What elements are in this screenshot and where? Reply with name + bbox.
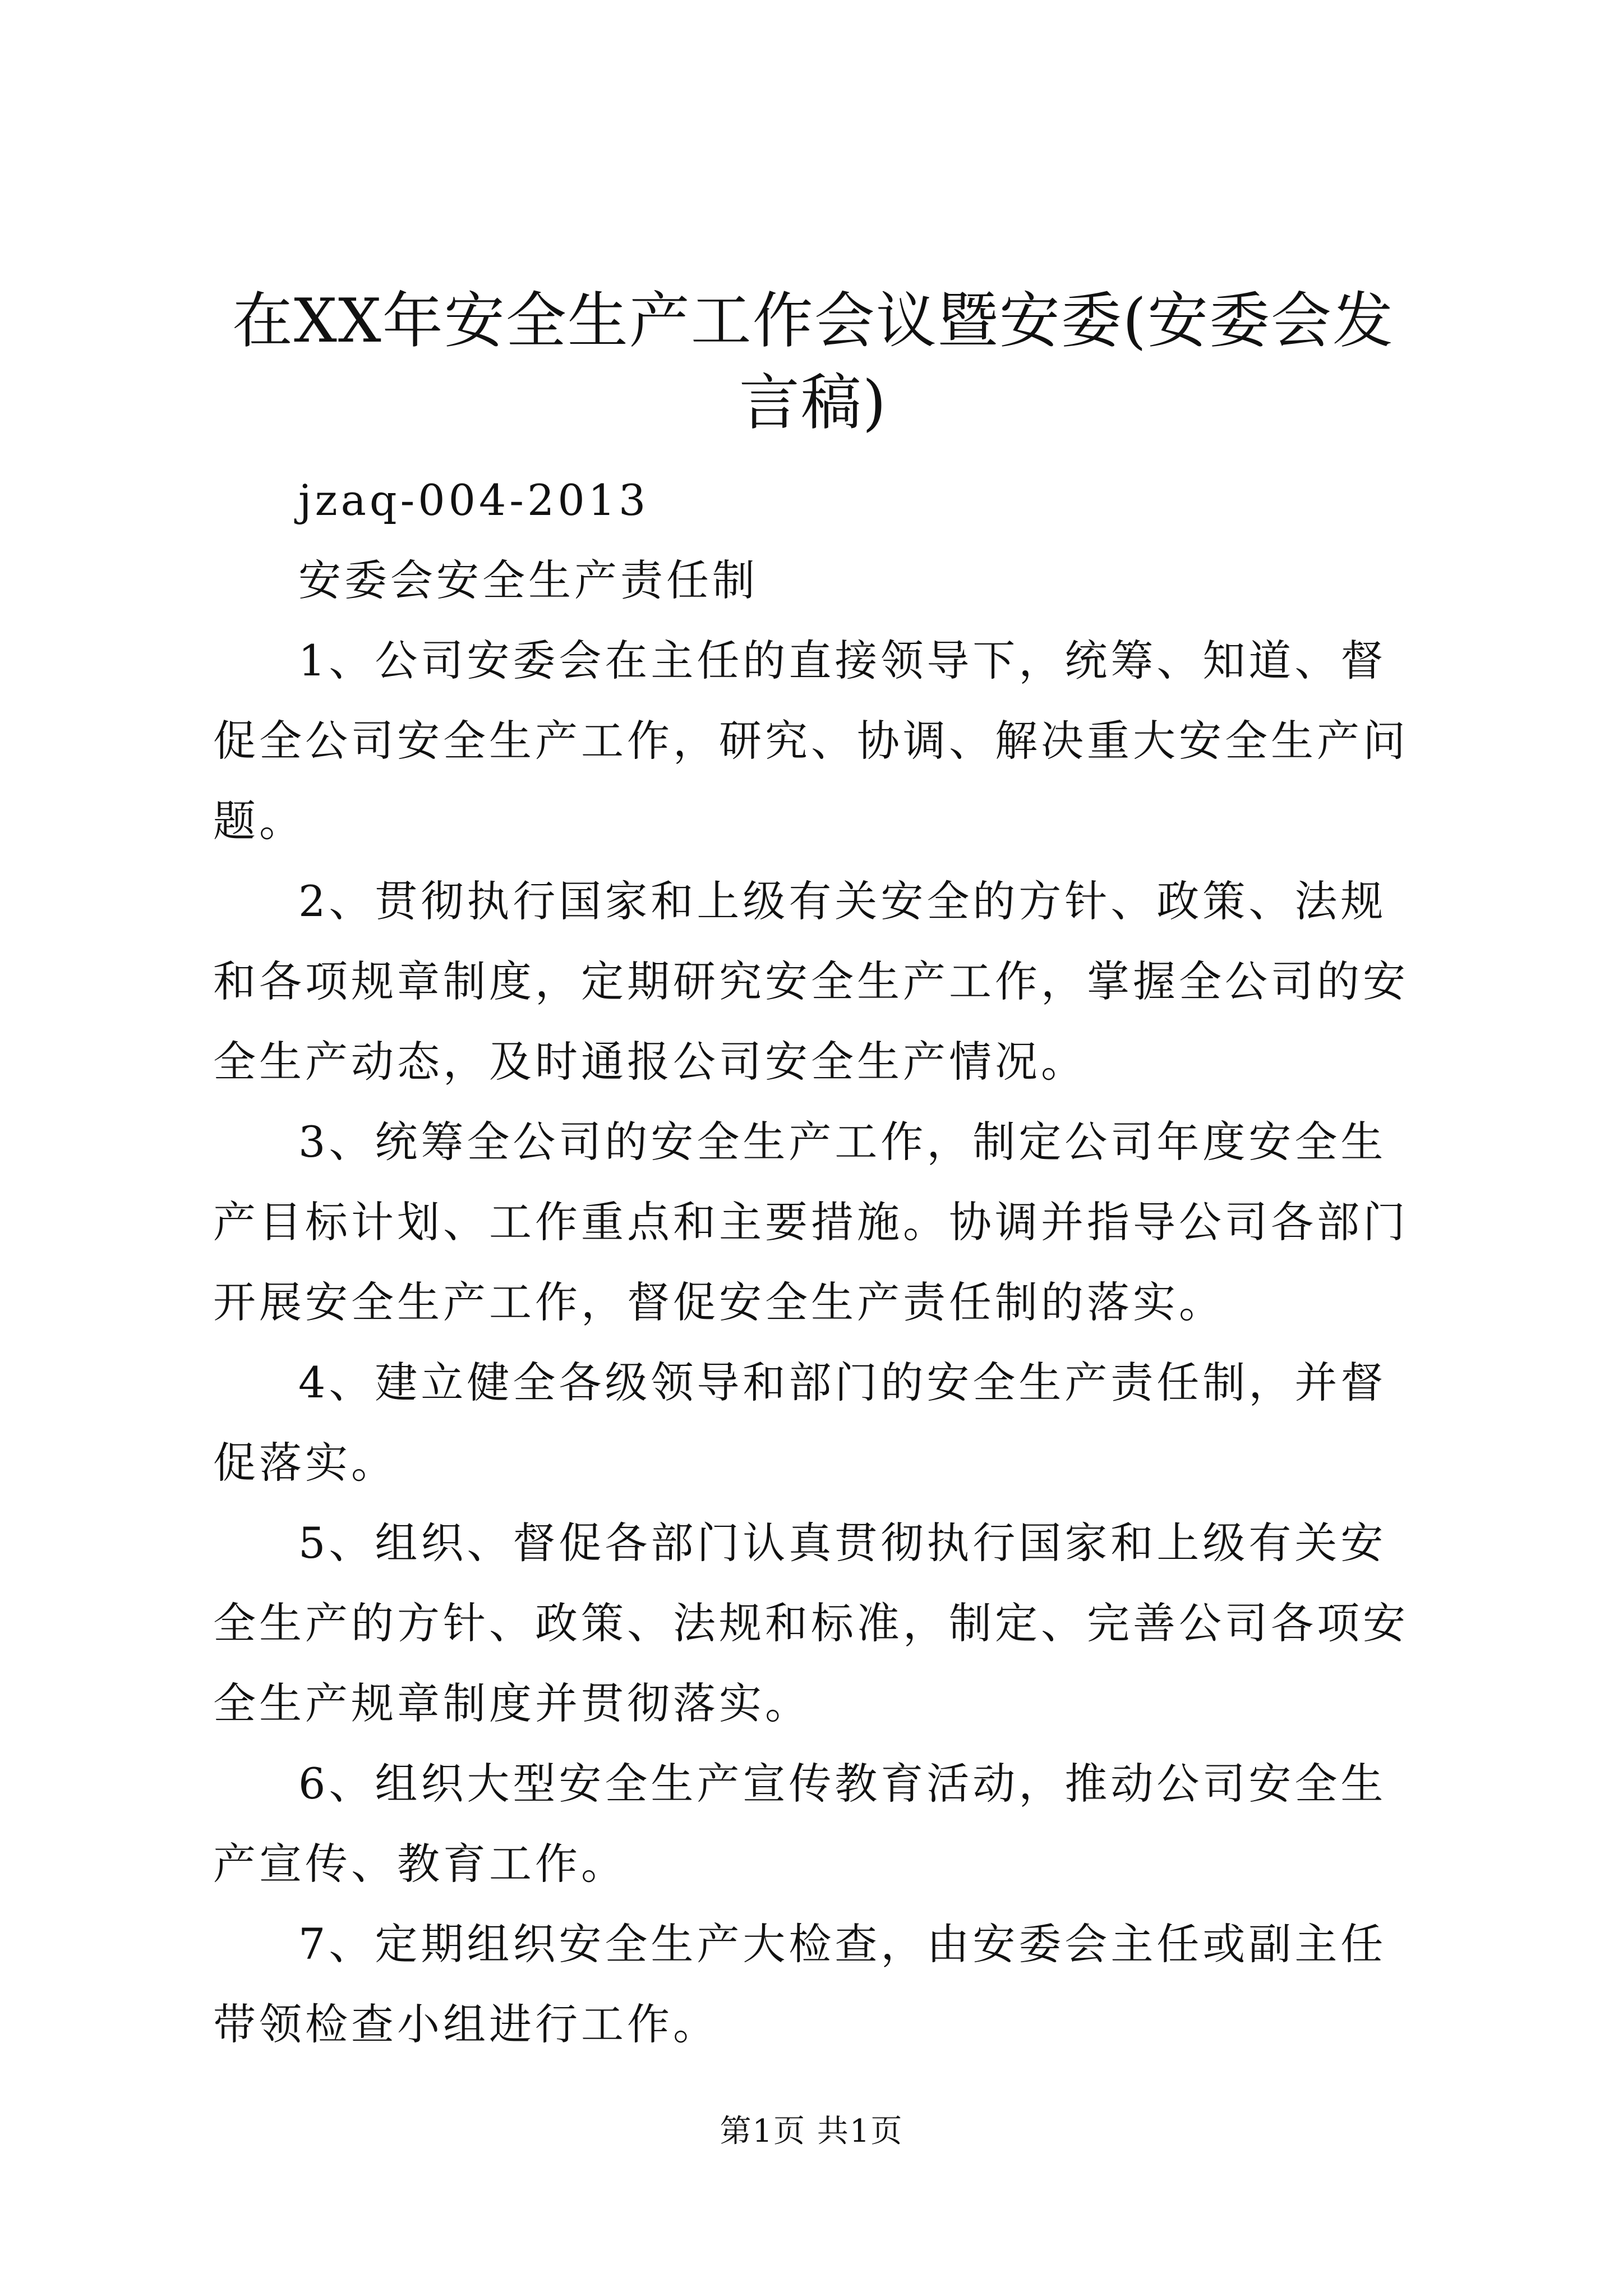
document-body [213, 460, 1424, 2064]
document-subtitle: 安委会安全生产责任制 [298, 555, 758, 605]
paragraph: 5、组织、督促各部门认真贯彻执行国家和上级有关安全生产的方针、政策、法规和标准，制定、完善公司各项安全生产规章制度并贯彻落实。 [213, 1518, 1409, 1728]
paragraph: 6、组织大型安全生产宣传教育活动，推动公司安全生产宣传、教育工作。 [213, 1759, 1387, 1889]
paragraph: 2、贯彻执行国家和上级有关安全的方针、政策、法规和各项规章制度，定期研究安全生产工作，掌握全公司的安全生产动态，及时通报公司安全生产情况。 [213, 876, 1409, 1087]
paragraph: 4、建立健全各级领导和部门的安全生产责任制，并督促落实。 [213, 1358, 1387, 1488]
paragraph: 3、统筹全公司的安全生产工作，制定公司年度安全生产目标计划、工作重点和主要措施。协调并指导公司各部门开展安全生产工作，督促安全生产责任制的落实。 [213, 1117, 1409, 1327]
page-footer: 第1页 共1页 [720, 2113, 903, 2150]
document-title: 在XX年安全生产工作会议暨安委(安委会发言稿) [232, 286, 1394, 438]
document-code: jzaq-004-2013 [298, 475, 649, 525]
paragraph: 7、定期组织安全生产大检查，由安委会主任或副主任带领检查小组进行工作。 [213, 1919, 1387, 2049]
paragraph: 1、公司安委会在主任的直接领导下，统筹、知道、督促全公司安全生产工作，研究、协调、解决重大安全生产问题。 [213, 636, 1409, 846]
